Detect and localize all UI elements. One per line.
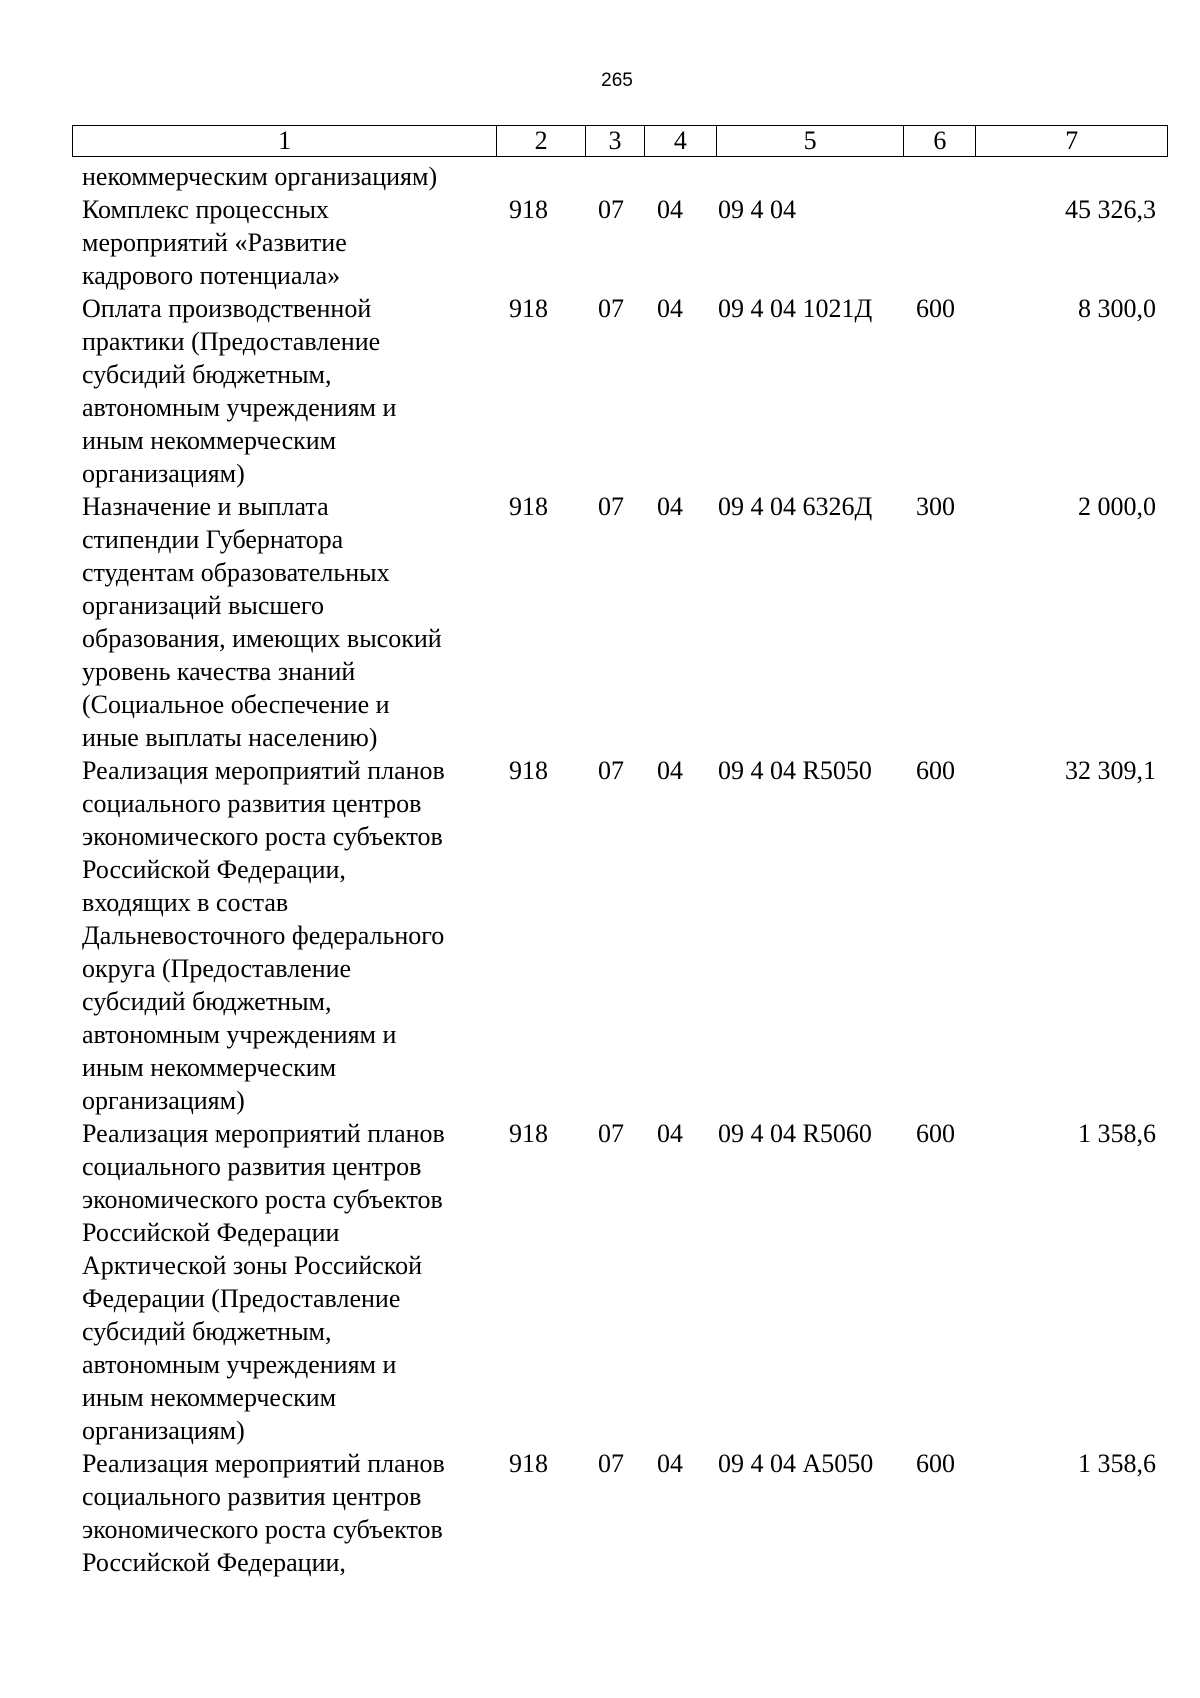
row-section: 07	[598, 294, 624, 323]
row-amount: 1 358,6	[1078, 1449, 1156, 1478]
row-name: Реализация мероприятий планов социального развития центров экономического роста субъектов Российской Федерации, входящих в состав Дальневосточного федерального округа (Предоставление субсидий бюджетным, автономным учреждениям и иным некоммерческим организациям)	[82, 756, 445, 1115]
row-section: 07	[598, 1449, 624, 1478]
row-target-article: 09 4 04 6326Д	[718, 492, 873, 521]
row-subsection: 04	[657, 294, 683, 323]
row-expense-type: 600	[916, 1119, 955, 1148]
row-name: Реализация мероприятий планов социального развития центров экономического роста субъектов Российской Федерации,	[82, 1449, 445, 1577]
row-section: 07	[598, 756, 624, 785]
row-section: 07	[598, 492, 624, 521]
row-admin-code: 918	[509, 1119, 548, 1148]
row-amount: 32 309,1	[1065, 756, 1156, 785]
header-col-2: 2	[497, 126, 586, 156]
header-col-3: 3	[586, 126, 645, 156]
row-subsection: 04	[657, 492, 683, 521]
row-name: Реализация мероприятий планов социального развития центров экономического роста субъектов Российской Федерации Арктической зоны Российской Федерации (Предоставление субсидий бюджетным, автономным учреждениям и иным некоммерческим организациям)	[82, 1119, 445, 1445]
row-expense-type: 600	[916, 1449, 955, 1478]
table-row	[0, 490, 1200, 754]
row-section: 07	[598, 1119, 624, 1148]
row-admin-code: 918	[509, 492, 548, 521]
row-target-article: 09 4 04 А5050	[718, 1449, 874, 1478]
table-header	[72, 125, 1168, 157]
row-target-article: 09 4 04 R5060	[718, 1119, 872, 1148]
row-section: 07	[598, 195, 624, 224]
row-name: Назначение и выплата стипендии Губернатора студентам образовательных организаций высшего образования, имеющих высокий уровень качества знаний (Социальное обеспечение и иные выплаты населению)	[82, 492, 442, 752]
row-expense-type: 600	[916, 294, 955, 323]
row-admin-code: 918	[509, 1449, 548, 1478]
row-admin-code: 918	[509, 756, 548, 785]
header-col-7: 7	[1065, 126, 1079, 155]
row-amount: 1 358,6	[1078, 1119, 1156, 1148]
row-name: Оплата производственной практики (Предоставление субсидий бюджетным, автономным учреждениям и иным некоммерческим организациям)	[82, 294, 397, 488]
row-admin-code: 918	[509, 294, 548, 323]
table-row	[0, 1117, 1200, 1447]
row-amount: 2 000,0	[1078, 492, 1156, 521]
row-expense-type: 600	[916, 756, 955, 785]
page-number: 265	[601, 70, 633, 91]
row-expense-type: 300	[916, 492, 955, 521]
table-row	[0, 754, 1200, 1117]
row-name: Комплекс процессных мероприятий «Развитие кадрового потенциала»	[82, 195, 347, 290]
row-amount: 8 300,0	[1078, 294, 1156, 323]
row-subsection: 04	[657, 195, 683, 224]
header-col-4: 4	[645, 126, 717, 156]
table-row	[0, 193, 1200, 292]
header-col-5: 5	[717, 126, 905, 156]
row-target-article: 09 4 04	[718, 195, 796, 224]
row-admin-code: 918	[509, 195, 548, 224]
row-target-article: 09 4 04 1021Д	[718, 294, 873, 323]
table-row	[0, 292, 1200, 490]
row-subsection: 04	[657, 1449, 683, 1478]
table-row	[0, 160, 1200, 193]
table-body	[0, 160, 1200, 1579]
table-row	[0, 1447, 1200, 1579]
row-amount: 45 326,3	[1065, 195, 1156, 224]
header-col-6: 6	[904, 126, 976, 156]
row-subsection: 04	[657, 1119, 683, 1148]
row-target-article: 09 4 04 R5050	[718, 756, 872, 785]
row-name: некоммерческим организациям)	[82, 162, 438, 191]
row-subsection: 04	[657, 756, 683, 785]
header-col-1: 1	[73, 126, 497, 156]
